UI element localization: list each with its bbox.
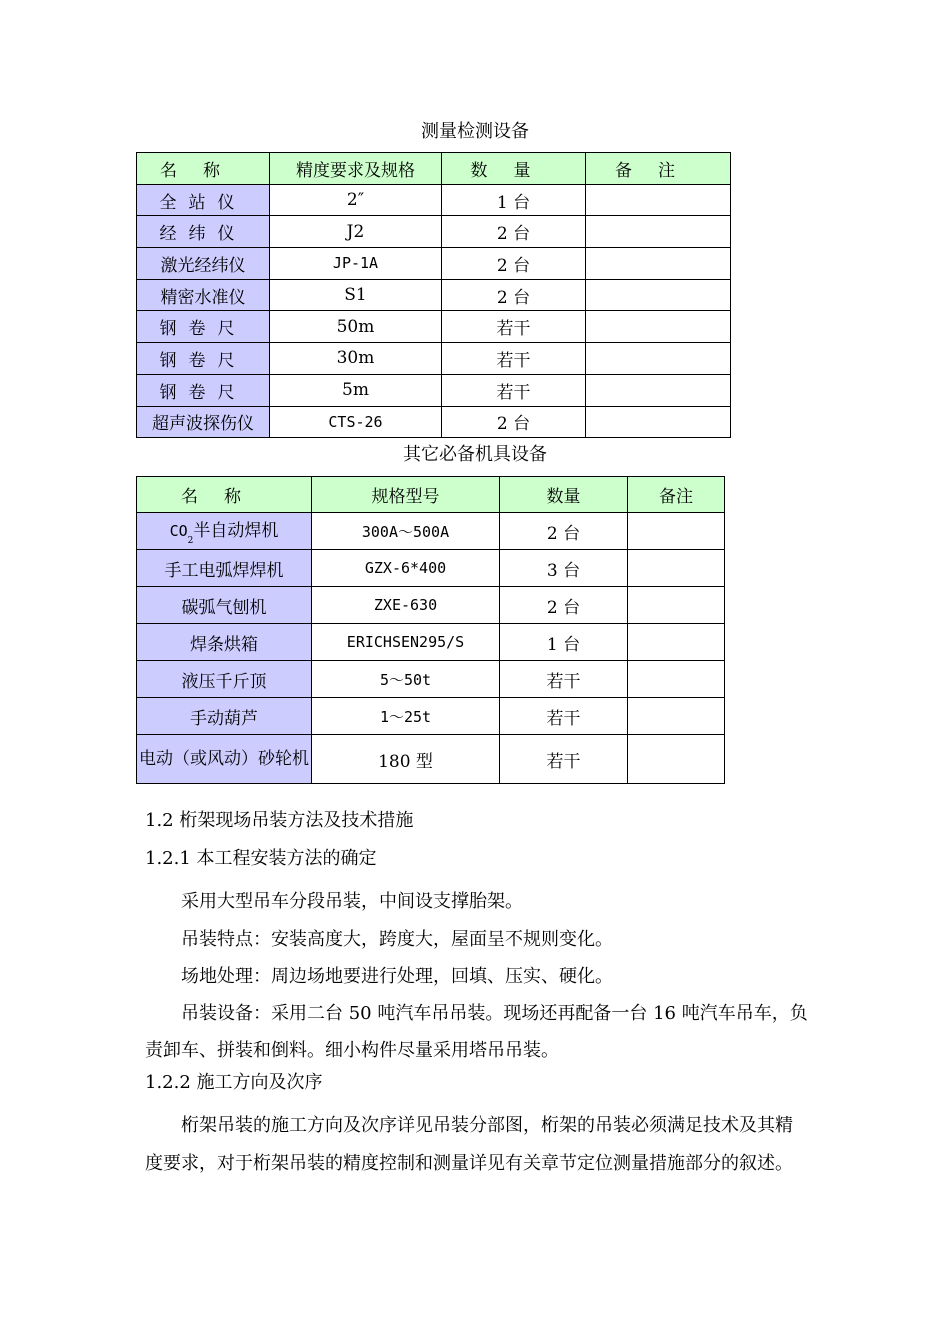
cell-name: 电动（或风动）砂轮机 [137,735,312,784]
cell-spec: GZX-6*400 [312,550,500,587]
paragraph-equipment: 吊装设备：采用二台 50 吨汽车吊吊装。现场还再配备一台 16 吨汽车吊车，负责卸车、拼装和倒料。细小构件尽量采用塔吊吊装。 [145,1003,808,1061]
header-name: 名称 [137,477,312,513]
table-row [137,279,731,311]
header-spec: 精度要求及规格 [270,153,442,185]
cell-spec: 180 型 [312,735,500,784]
section-heading-1-2: 1.2 桁架现场吊装方法及技术措施 [145,810,414,831]
cell-spec: 5～50t [312,661,500,698]
cell-qty: 2 台 [442,216,586,248]
cell-note [586,279,731,311]
cell-name: 钢卷尺 [137,311,270,343]
cell-spec: 30m [270,343,442,375]
table-row [137,311,731,343]
paragraph-method: 采用大型吊车分段吊装，中间设支撑胎架。 [181,891,523,912]
cell-note [586,311,731,343]
table-row [137,587,725,624]
table-row [137,698,725,735]
cell-name: 激光经纬仪 [137,248,270,280]
cell-spec: CTS-26 [270,406,442,438]
cell-name: 焊条烘箱 [137,624,312,661]
cell-note [586,406,731,438]
cell-spec: J2 [270,216,442,248]
cell-name: 精密水准仪 [137,279,270,311]
cell-note [628,624,725,661]
header-note: 备注 [628,477,725,513]
table-header-row [137,477,725,513]
cell-note [628,550,725,587]
cell-spec: 1～25t [312,698,500,735]
section-heading-1-2-2: 1.2.2 施工方向及次序 [145,1072,323,1093]
cell-name: 超声波探伤仪 [137,406,270,438]
cell-qty: 2 台 [500,513,628,550]
header-spec: 规格型号 [312,477,500,513]
cell-name: 全站仪 [137,184,270,216]
cell-note [628,587,725,624]
cell-qty: 若干 [442,343,586,375]
table-row [137,374,731,406]
table-row [137,343,731,375]
cell-qty: 3 台 [500,550,628,587]
section-heading-1-2-1: 1.2.1 本工程安装方法的确定 [145,848,377,869]
cell-qty: 2 台 [442,406,586,438]
header-name: 名称 [137,153,270,185]
cell-name: 钢卷尺 [137,343,270,375]
paragraph-features: 吊装特点：安装高度大，跨度大，屋面呈不规则变化。 [181,929,613,950]
table-header-row [137,153,731,185]
cell-spec: JP-1A [270,248,442,280]
cell-qty: 1 台 [500,624,628,661]
table-row [137,661,725,698]
other-equipment-table [136,476,725,784]
cell-qty: 若干 [442,311,586,343]
cell-name: 经纬仪 [137,216,270,248]
table1-caption: 测量检测设备 [421,121,529,142]
paragraph-site: 场地处理：周边场地要进行处理，回填、压实、硬化。 [181,966,613,987]
cell-spec: 5m [270,374,442,406]
measurement-equipment-table [136,152,731,438]
cell-qty: 若干 [500,661,628,698]
table-row [137,184,731,216]
cell-note [628,735,725,784]
table2-caption: 其它必备机具设备 [403,444,547,465]
table-row [137,513,725,550]
cell-name: 碳弧气刨机 [137,587,312,624]
co2-main: CO [169,522,188,540]
cell-spec: ERICHSEN295/S [312,624,500,661]
cell-name: 手工电弧焊焊机 [137,550,312,587]
cell-qty: 若干 [442,374,586,406]
table-row [137,735,725,784]
cell-spec: 300A～500A [312,513,500,550]
co2-rest: 半自动焊机 [193,521,279,541]
table-row [137,624,725,661]
cell-note [586,184,731,216]
cell-name: 手动葫芦 [137,698,312,735]
cell-qty: 若干 [500,698,628,735]
cell-qty: 2 台 [500,587,628,624]
cell-note [586,343,731,375]
table-row [137,406,731,438]
table-row [137,550,725,587]
cell-note [628,661,725,698]
header-note: 备注 [586,153,731,185]
header-qty: 数量 [500,477,628,513]
cell-note [628,513,725,550]
header-qty: 数量 [442,153,586,185]
cell-qty: 2 台 [442,248,586,280]
table-row [137,216,731,248]
cell-spec: 2″ [270,184,442,216]
cell-spec: 50m [270,311,442,343]
cell-qty: 1 台 [442,184,586,216]
cell-name: 液压千斤顶 [137,661,312,698]
co2-subscript: 2 [187,536,194,546]
cell-note [586,374,731,406]
cell-note [586,248,731,280]
cell-spec: ZXE-630 [312,587,500,624]
cell-note [628,698,725,735]
cell-spec: S1 [270,279,442,311]
cell-qty: 2 台 [442,279,586,311]
paragraph-sequence: 桁架吊装的施工方向及次序详见吊装分部图，桁架的吊装必须满足技术及其精度要求，对于桁架吊装的精度控制和测量详见有关章节定位测量措施部分的叙述。 [145,1115,793,1174]
cell-note [586,216,731,248]
cell-name [137,513,312,550]
cell-qty: 若干 [500,735,628,784]
cell-name: 钢卷尺 [137,374,270,406]
table-row [137,248,731,280]
